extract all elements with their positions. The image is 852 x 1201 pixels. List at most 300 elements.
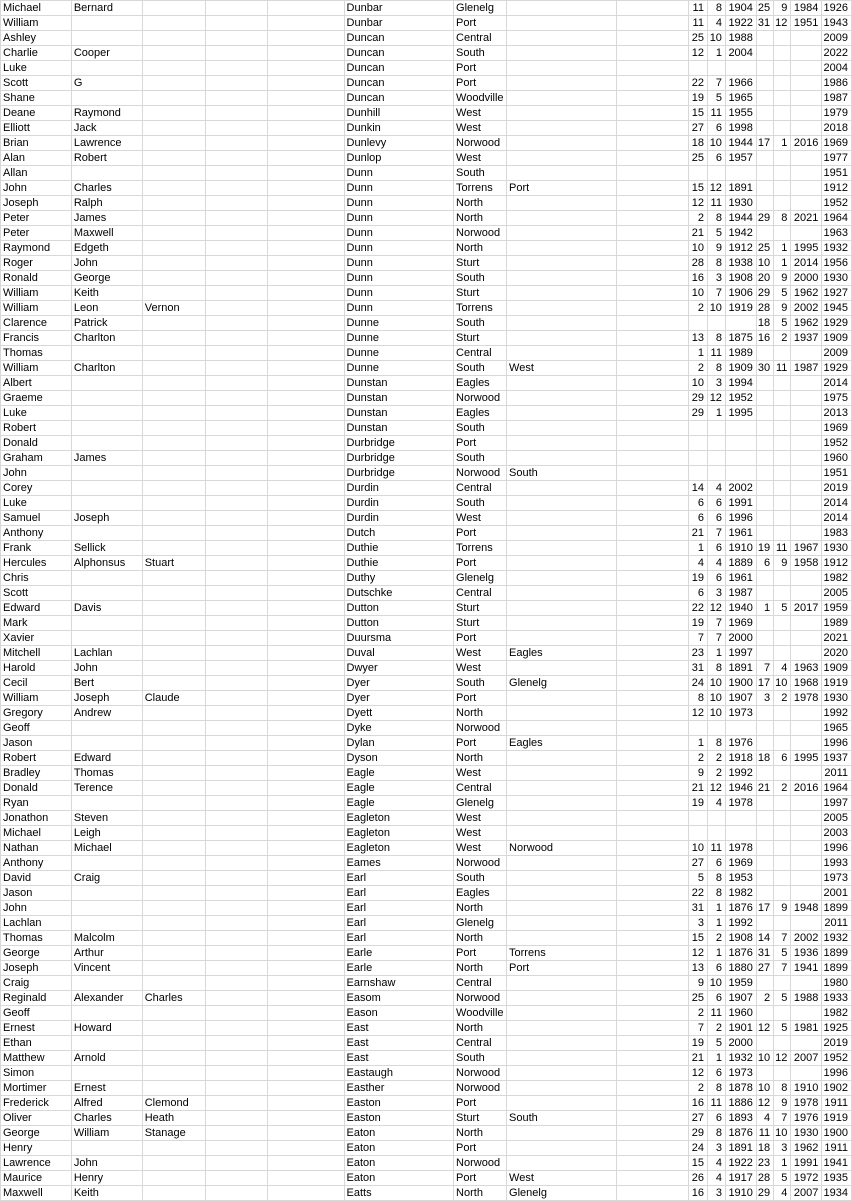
table-cell[interactable]	[616, 1, 688, 16]
table-cell[interactable]: 1953	[725, 871, 756, 886]
table-cell[interactable]	[774, 706, 791, 721]
table-cell[interactable]	[616, 586, 688, 601]
table-cell[interactable]	[616, 1186, 688, 1201]
table-cell[interactable]	[507, 1, 617, 16]
table-cell[interactable]	[205, 1081, 268, 1096]
table-cell[interactable]: 19	[688, 1036, 707, 1051]
table-cell[interactable]: Edward	[71, 751, 142, 766]
table-cell[interactable]	[507, 136, 617, 151]
table-cell[interactable]	[756, 721, 773, 736]
table-cell[interactable]: 1893	[725, 1111, 756, 1126]
table-cell[interactable]	[774, 46, 791, 61]
table-cell[interactable]	[205, 436, 268, 451]
table-cell[interactable]	[791, 181, 822, 196]
table-cell[interactable]	[142, 676, 205, 691]
table-cell[interactable]: 1991	[725, 496, 756, 511]
table-cell[interactable]: 15	[688, 931, 707, 946]
table-cell[interactable]: East	[344, 1036, 454, 1051]
table-cell[interactable]: Claude	[142, 691, 205, 706]
table-cell[interactable]: Eaton	[344, 1171, 454, 1186]
table-cell[interactable]	[616, 1096, 688, 1111]
table-cell[interactable]	[268, 1171, 344, 1186]
table-cell[interactable]: Dunstan	[344, 406, 454, 421]
table-cell[interactable]: 1940	[725, 601, 756, 616]
table-cell[interactable]: Ashley	[1, 31, 72, 46]
table-cell[interactable]	[756, 181, 773, 196]
table-cell[interactable]	[791, 121, 822, 136]
table-cell[interactable]: 29	[756, 286, 773, 301]
table-cell[interactable]: Thomas	[71, 766, 142, 781]
table-cell[interactable]: North	[454, 1126, 507, 1141]
table-cell[interactable]	[71, 1006, 142, 1021]
table-cell[interactable]	[71, 91, 142, 106]
table-cell[interactable]	[616, 931, 688, 946]
table-cell[interactable]	[616, 271, 688, 286]
table-cell[interactable]: Keith	[71, 1186, 142, 1201]
table-cell[interactable]	[791, 421, 822, 436]
table-cell[interactable]: Steven	[71, 811, 142, 826]
table-cell[interactable]	[142, 721, 205, 736]
table-cell[interactable]: Thomas	[1, 931, 72, 946]
table-cell[interactable]: West	[454, 511, 507, 526]
table-cell[interactable]: 1	[774, 1156, 791, 1171]
table-cell[interactable]: South	[454, 271, 507, 286]
table-cell[interactable]	[205, 301, 268, 316]
table-cell[interactable]	[507, 721, 617, 736]
table-cell[interactable]	[507, 76, 617, 91]
table-cell[interactable]: Earl	[344, 916, 454, 931]
table-cell[interactable]: Earl	[344, 886, 454, 901]
table-cell[interactable]: 12	[756, 1096, 773, 1111]
table-cell[interactable]: Graham	[1, 451, 72, 466]
table-cell[interactable]	[205, 691, 268, 706]
table-cell[interactable]: 1875	[725, 331, 756, 346]
table-cell[interactable]: 10	[688, 286, 707, 301]
table-cell[interactable]	[268, 106, 344, 121]
table-cell[interactable]	[616, 406, 688, 421]
table-cell[interactable]: George	[1, 1126, 72, 1141]
table-cell[interactable]: 1943	[822, 16, 852, 31]
table-cell[interactable]: 6	[707, 856, 725, 871]
table-cell[interactable]	[205, 766, 268, 781]
table-cell[interactable]: Glenelg	[454, 571, 507, 586]
table-cell[interactable]	[507, 1006, 617, 1021]
table-cell[interactable]: 1982	[822, 1006, 852, 1021]
table-cell[interactable]: William	[1, 16, 72, 31]
table-cell[interactable]: Eason	[344, 1006, 454, 1021]
table-cell[interactable]	[268, 31, 344, 46]
table-cell[interactable]: John	[71, 1156, 142, 1171]
table-cell[interactable]: North	[454, 751, 507, 766]
table-cell[interactable]	[707, 61, 725, 76]
table-cell[interactable]: 4	[774, 1186, 791, 1201]
table-cell[interactable]	[688, 811, 707, 826]
table-cell[interactable]	[507, 811, 617, 826]
table-cell[interactable]: 1995	[791, 241, 822, 256]
table-cell[interactable]	[507, 421, 617, 436]
table-cell[interactable]: 11	[774, 361, 791, 376]
table-cell[interactable]	[616, 1111, 688, 1126]
table-cell[interactable]	[268, 1186, 344, 1201]
table-cell[interactable]	[268, 586, 344, 601]
table-cell[interactable]	[791, 916, 822, 931]
table-cell[interactable]: Reginald	[1, 991, 72, 1006]
table-cell[interactable]: 12	[774, 1051, 791, 1066]
table-cell[interactable]	[205, 736, 268, 751]
table-cell[interactable]: Sturt	[454, 601, 507, 616]
table-cell[interactable]	[616, 616, 688, 631]
table-cell[interactable]	[205, 901, 268, 916]
table-cell[interactable]: 28	[756, 301, 773, 316]
table-cell[interactable]	[205, 1156, 268, 1171]
table-cell[interactable]: 1930	[822, 541, 852, 556]
table-cell[interactable]: 23	[756, 1156, 773, 1171]
table-cell[interactable]: 1962	[791, 286, 822, 301]
table-cell[interactable]	[616, 91, 688, 106]
table-cell[interactable]	[507, 46, 617, 61]
table-cell[interactable]	[616, 151, 688, 166]
table-cell[interactable]: Dunn	[344, 241, 454, 256]
table-cell[interactable]: Cecil	[1, 676, 72, 691]
table-cell[interactable]	[756, 346, 773, 361]
table-cell[interactable]: 1969	[822, 136, 852, 151]
table-cell[interactable]	[507, 451, 617, 466]
table-cell[interactable]	[205, 946, 268, 961]
table-cell[interactable]	[507, 406, 617, 421]
table-cell[interactable]: South	[454, 1051, 507, 1066]
table-cell[interactable]: Arthur	[71, 946, 142, 961]
table-cell[interactable]: Ralph	[71, 196, 142, 211]
table-cell[interactable]: Alexander	[71, 991, 142, 1006]
table-cell[interactable]	[268, 226, 344, 241]
table-cell[interactable]	[774, 856, 791, 871]
table-cell[interactable]	[268, 691, 344, 706]
table-cell[interactable]	[507, 256, 617, 271]
table-cell[interactable]	[507, 211, 617, 226]
table-cell[interactable]	[507, 511, 617, 526]
table-cell[interactable]: Donald	[1, 781, 72, 796]
table-cell[interactable]	[142, 286, 205, 301]
table-cell[interactable]	[268, 361, 344, 376]
table-cell[interactable]	[142, 91, 205, 106]
table-cell[interactable]	[616, 466, 688, 481]
table-cell[interactable]: Charles	[142, 991, 205, 1006]
table-cell[interactable]	[791, 151, 822, 166]
table-cell[interactable]	[268, 721, 344, 736]
table-cell[interactable]	[205, 61, 268, 76]
table-cell[interactable]	[205, 1126, 268, 1141]
table-cell[interactable]: 1963	[791, 661, 822, 676]
table-cell[interactable]: 1945	[822, 301, 852, 316]
table-cell[interactable]: Port	[454, 436, 507, 451]
table-cell[interactable]	[205, 451, 268, 466]
table-cell[interactable]	[756, 916, 773, 931]
table-cell[interactable]: 28	[756, 1171, 773, 1186]
table-cell[interactable]	[616, 916, 688, 931]
table-cell[interactable]: Allan	[1, 166, 72, 181]
table-cell[interactable]: Scott	[1, 76, 72, 91]
table-cell[interactable]: 1912	[725, 241, 756, 256]
table-cell[interactable]: West	[507, 361, 617, 376]
table-cell[interactable]	[707, 166, 725, 181]
table-cell[interactable]: 1902	[822, 1081, 852, 1096]
table-cell[interactable]: 7	[688, 1021, 707, 1036]
table-cell[interactable]	[507, 796, 617, 811]
table-cell[interactable]	[205, 916, 268, 931]
table-cell[interactable]	[507, 586, 617, 601]
table-cell[interactable]	[142, 16, 205, 31]
table-cell[interactable]: 1982	[822, 571, 852, 586]
table-cell[interactable]	[756, 76, 773, 91]
table-cell[interactable]: 2021	[822, 631, 852, 646]
table-cell[interactable]	[142, 1066, 205, 1081]
table-cell[interactable]: 16	[688, 1186, 707, 1201]
table-cell[interactable]: Robert	[71, 151, 142, 166]
table-cell[interactable]: Torrens	[454, 181, 507, 196]
table-cell[interactable]: Robert	[1, 751, 72, 766]
table-cell[interactable]	[616, 691, 688, 706]
table-cell[interactable]: 9	[774, 301, 791, 316]
table-cell[interactable]	[616, 256, 688, 271]
table-cell[interactable]	[791, 526, 822, 541]
table-cell[interactable]: Norwood	[454, 1066, 507, 1081]
table-cell[interactable]: Eagleton	[344, 841, 454, 856]
table-cell[interactable]: Arnold	[71, 1051, 142, 1066]
table-cell[interactable]	[507, 316, 617, 331]
table-cell[interactable]: Duthie	[344, 556, 454, 571]
table-cell[interactable]: 7	[774, 961, 791, 976]
table-cell[interactable]	[268, 556, 344, 571]
table-cell[interactable]	[616, 1006, 688, 1021]
table-cell[interactable]: 2014	[822, 496, 852, 511]
table-cell[interactable]: 1987	[822, 91, 852, 106]
table-cell[interactable]: Eagles	[507, 646, 617, 661]
table-cell[interactable]: 1	[707, 1051, 725, 1066]
table-cell[interactable]	[142, 751, 205, 766]
table-cell[interactable]: Glenelg	[454, 1, 507, 16]
table-cell[interactable]	[616, 421, 688, 436]
table-cell[interactable]	[205, 751, 268, 766]
table-cell[interactable]	[205, 1171, 268, 1186]
table-cell[interactable]	[268, 916, 344, 931]
table-cell[interactable]	[507, 916, 617, 931]
table-cell[interactable]: Xavier	[1, 631, 72, 646]
table-cell[interactable]: North	[454, 961, 507, 976]
table-cell[interactable]: 10	[774, 1126, 791, 1141]
table-cell[interactable]: Thomas	[1, 346, 72, 361]
table-cell[interactable]: Norwood	[454, 856, 507, 871]
table-cell[interactable]: 2	[688, 1006, 707, 1021]
table-cell[interactable]: Raymond	[1, 241, 72, 256]
table-cell[interactable]	[142, 1006, 205, 1021]
table-cell[interactable]: 6	[707, 991, 725, 1006]
table-cell[interactable]	[756, 811, 773, 826]
table-cell[interactable]	[268, 1066, 344, 1081]
table-cell[interactable]	[725, 316, 756, 331]
table-cell[interactable]	[142, 46, 205, 61]
table-cell[interactable]: 9	[774, 556, 791, 571]
table-cell[interactable]: 1	[688, 736, 707, 751]
table-cell[interactable]: Norwood	[454, 1156, 507, 1171]
table-cell[interactable]: 3	[756, 691, 773, 706]
table-cell[interactable]	[268, 481, 344, 496]
table-cell[interactable]: Eaton	[344, 1156, 454, 1171]
table-cell[interactable]: Michael	[1, 826, 72, 841]
table-cell[interactable]: 5	[774, 1171, 791, 1186]
table-cell[interactable]: 2017	[791, 601, 822, 616]
table-cell[interactable]: 12	[688, 946, 707, 961]
table-cell[interactable]	[142, 391, 205, 406]
table-cell[interactable]: Edward	[1, 601, 72, 616]
table-cell[interactable]	[268, 316, 344, 331]
table-cell[interactable]	[268, 511, 344, 526]
table-cell[interactable]	[268, 886, 344, 901]
table-cell[interactable]: Torrens	[454, 541, 507, 556]
table-cell[interactable]: Samuel	[1, 511, 72, 526]
table-cell[interactable]: 5	[707, 1036, 725, 1051]
table-cell[interactable]	[774, 391, 791, 406]
table-cell[interactable]	[791, 586, 822, 601]
table-cell[interactable]: 1899	[822, 946, 852, 961]
table-cell[interactable]	[142, 226, 205, 241]
table-cell[interactable]: 20	[756, 271, 773, 286]
table-cell[interactable]: 1962	[791, 1141, 822, 1156]
table-cell[interactable]: 2016	[791, 136, 822, 151]
table-cell[interactable]: 4	[707, 16, 725, 31]
table-cell[interactable]	[616, 766, 688, 781]
table-cell[interactable]	[507, 826, 617, 841]
table-cell[interactable]: North	[454, 211, 507, 226]
table-cell[interactable]: Graeme	[1, 391, 72, 406]
table-cell[interactable]	[71, 166, 142, 181]
table-cell[interactable]	[774, 481, 791, 496]
table-cell[interactable]: 6	[688, 511, 707, 526]
table-cell[interactable]	[774, 226, 791, 241]
table-cell[interactable]	[756, 466, 773, 481]
table-cell[interactable]	[616, 721, 688, 736]
table-cell[interactable]	[268, 1156, 344, 1171]
table-cell[interactable]: 8	[774, 211, 791, 226]
table-cell[interactable]: Howard	[71, 1021, 142, 1036]
table-cell[interactable]: 1997	[822, 796, 852, 811]
table-cell[interactable]	[756, 226, 773, 241]
table-cell[interactable]	[774, 571, 791, 586]
table-cell[interactable]	[142, 406, 205, 421]
table-cell[interactable]: Norwood	[454, 391, 507, 406]
table-cell[interactable]	[268, 796, 344, 811]
table-cell[interactable]: 7	[707, 631, 725, 646]
table-cell[interactable]: 1	[707, 901, 725, 916]
table-cell[interactable]	[616, 601, 688, 616]
table-cell[interactable]: Dunstan	[344, 391, 454, 406]
table-cell[interactable]: Stuart	[142, 556, 205, 571]
table-cell[interactable]	[142, 841, 205, 856]
table-cell[interactable]: 1926	[822, 1, 852, 16]
table-cell[interactable]: 6	[707, 511, 725, 526]
table-cell[interactable]: 2009	[822, 31, 852, 46]
table-cell[interactable]	[71, 1036, 142, 1051]
table-cell[interactable]	[616, 571, 688, 586]
table-cell[interactable]: 17	[756, 901, 773, 916]
table-cell[interactable]	[71, 586, 142, 601]
table-cell[interactable]	[268, 751, 344, 766]
table-cell[interactable]	[756, 436, 773, 451]
table-cell[interactable]: Earle	[344, 946, 454, 961]
table-cell[interactable]: West	[454, 766, 507, 781]
table-cell[interactable]	[616, 811, 688, 826]
table-cell[interactable]	[205, 106, 268, 121]
table-cell[interactable]: 1996	[822, 841, 852, 856]
table-cell[interactable]: Donald	[1, 436, 72, 451]
table-cell[interactable]: 1937	[822, 751, 852, 766]
table-cell[interactable]: Torrens	[507, 946, 617, 961]
table-cell[interactable]: 29	[756, 211, 773, 226]
table-cell[interactable]	[142, 631, 205, 646]
table-cell[interactable]: 17	[756, 676, 773, 691]
table-cell[interactable]: South	[454, 166, 507, 181]
table-cell[interactable]: Easton	[344, 1111, 454, 1126]
table-cell[interactable]: 1964	[822, 781, 852, 796]
table-cell[interactable]	[791, 736, 822, 751]
table-cell[interactable]	[707, 451, 725, 466]
table-cell[interactable]	[774, 76, 791, 91]
table-cell[interactable]	[268, 346, 344, 361]
table-cell[interactable]: 31	[756, 16, 773, 31]
table-cell[interactable]: 1946	[725, 781, 756, 796]
table-cell[interactable]	[507, 661, 617, 676]
table-cell[interactable]: 1944	[725, 211, 756, 226]
table-cell[interactable]: Port	[454, 1171, 507, 1186]
table-cell[interactable]	[688, 421, 707, 436]
table-cell[interactable]	[507, 631, 617, 646]
table-cell[interactable]: Ronald	[1, 271, 72, 286]
table-cell[interactable]: 6	[774, 751, 791, 766]
table-cell[interactable]: Durdin	[344, 511, 454, 526]
table-cell[interactable]: 25	[688, 991, 707, 1006]
table-cell[interactable]	[142, 856, 205, 871]
table-cell[interactable]	[71, 571, 142, 586]
table-cell[interactable]	[616, 946, 688, 961]
table-cell[interactable]: 2002	[725, 481, 756, 496]
table-cell[interactable]: 1957	[725, 151, 756, 166]
table-cell[interactable]: 7	[756, 661, 773, 676]
table-cell[interactable]	[268, 166, 344, 181]
table-cell[interactable]	[71, 436, 142, 451]
table-cell[interactable]: 31	[688, 661, 707, 676]
table-cell[interactable]: 12	[707, 781, 725, 796]
table-cell[interactable]: Heath	[142, 1111, 205, 1126]
table-cell[interactable]: Norwood	[454, 721, 507, 736]
table-cell[interactable]: 2	[707, 751, 725, 766]
table-cell[interactable]	[616, 46, 688, 61]
table-cell[interactable]: 2020	[822, 646, 852, 661]
table-cell[interactable]: 1962	[791, 316, 822, 331]
table-cell[interactable]: 2	[688, 751, 707, 766]
table-cell[interactable]	[268, 271, 344, 286]
table-cell[interactable]: 1996	[725, 511, 756, 526]
table-cell[interactable]	[268, 406, 344, 421]
table-cell[interactable]	[791, 1066, 822, 1081]
table-cell[interactable]: Keith	[71, 286, 142, 301]
table-cell[interactable]: Central	[454, 1036, 507, 1051]
table-cell[interactable]: Anthony	[1, 526, 72, 541]
table-cell[interactable]: North	[454, 1021, 507, 1036]
table-cell[interactable]: 8	[774, 1081, 791, 1096]
table-cell[interactable]	[268, 826, 344, 841]
table-cell[interactable]: 1919	[822, 676, 852, 691]
table-cell[interactable]	[756, 841, 773, 856]
table-cell[interactable]: 29	[756, 1186, 773, 1201]
